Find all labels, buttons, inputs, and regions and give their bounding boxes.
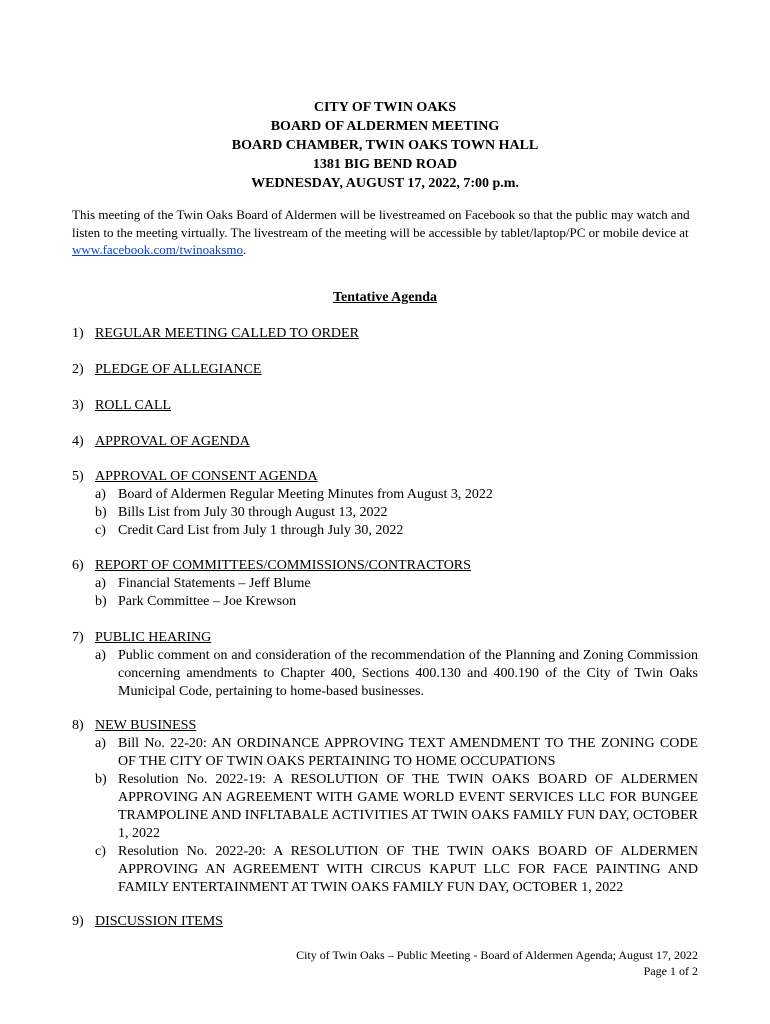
sub-item-list bbox=[95, 647, 698, 701]
sub-item bbox=[95, 593, 698, 611]
item-heading: APPROVAL OF AGENDA bbox=[95, 434, 250, 449]
sub-item-letter: a) bbox=[95, 648, 106, 663]
sub-item bbox=[95, 486, 698, 504]
sub-item-letter: a) bbox=[95, 576, 106, 591]
item-number: 2) bbox=[72, 362, 84, 377]
sub-item-text: Resolution No. 2022-20: A RESOLUTION OF THE TWIN OAKS BOARD OF ALDERMEN APPROVING AN AGREEMENT WITH CIRCUS KAPUT LLC FOR FACE PAINTING AND FAMILY ENTERTAINMENT AT TWIN OAKS FAMILY FUN DAY, OCTOBER 1, 2022 bbox=[118, 844, 698, 895]
sub-item-text: Board of Aldermen Regular Meeting Minutes from August 3, 2022 bbox=[118, 487, 493, 502]
sub-item-text: Credit Card List from July 1 through July 30, 2022 bbox=[118, 523, 404, 538]
item-number: 1) bbox=[72, 326, 84, 341]
sub-item bbox=[95, 575, 698, 593]
sub-item-letter: b) bbox=[95, 772, 107, 787]
sub-item-list bbox=[95, 486, 698, 540]
item-heading: DISCUSSION ITEMS bbox=[95, 914, 223, 929]
item-heading: NEW BUSINESS bbox=[95, 718, 197, 733]
sub-item-text: Financial Statements – Jeff Blume bbox=[118, 576, 311, 591]
livestream-notice bbox=[72, 206, 704, 259]
item-number: 5) bbox=[72, 469, 84, 484]
item-number: 7) bbox=[72, 630, 84, 645]
item-number: 9) bbox=[72, 914, 84, 929]
item-heading: REGULAR MEETING CALLED TO ORDER bbox=[95, 326, 359, 341]
document-header bbox=[0, 98, 770, 193]
sub-item-letter: c) bbox=[95, 844, 106, 859]
page-footer bbox=[296, 947, 698, 979]
item-heading: PUBLIC HEARING bbox=[95, 630, 212, 645]
livestream-text: This meeting of the Twin Oaks Board of Aldermen will be livestreamed on Facebook so that the public may watch and listen to the meeting virtually. The livestream of the meeting will be accessible by tablet/laptop/PC or mobile device at bbox=[72, 207, 690, 240]
header-address: 1381 BIG BEND ROAD bbox=[312, 157, 458, 172]
sub-item-letter: a) bbox=[95, 487, 106, 502]
sub-item-letter: b) bbox=[95, 594, 107, 609]
sub-item bbox=[95, 735, 698, 771]
sub-item-letter: a) bbox=[95, 736, 106, 751]
sub-item bbox=[95, 771, 698, 843]
facebook-link[interactable]: www.facebook.com/twinoaksmo bbox=[72, 242, 244, 257]
sub-item-text: Park Committee – Joe Krewson bbox=[118, 594, 297, 609]
item-number: 8) bbox=[72, 718, 84, 733]
sub-item-list bbox=[95, 575, 698, 611]
agenda-title: Tentative Agenda bbox=[332, 290, 438, 305]
item-number: 3) bbox=[72, 398, 84, 413]
item-number: 6) bbox=[72, 558, 84, 573]
sub-item bbox=[95, 522, 698, 540]
header-meeting: BOARD OF ALDERMEN MEETING bbox=[270, 119, 500, 134]
header-location: BOARD CHAMBER, TWIN OAKS TOWN HALL bbox=[231, 138, 539, 153]
item-heading: REPORT OF COMMITTEES/COMMISSIONS/CONTRACTORS bbox=[95, 558, 471, 573]
page-number: Page 1 of 2 bbox=[643, 964, 698, 978]
item-heading: ROLL CALL bbox=[95, 398, 172, 413]
item-heading: PLEDGE OF ALLEGIANCE bbox=[95, 362, 262, 377]
livestream-end: . bbox=[243, 242, 247, 257]
sub-item bbox=[95, 504, 698, 522]
footer-title: City of Twin Oaks – Public Meeting - Board of Aldermen Agenda; August 17, 2022 bbox=[296, 948, 698, 962]
item-heading: APPROVAL OF CONSENT AGENDA bbox=[95, 469, 318, 484]
sub-item-text: Public comment on and consideration of the recommendation of the Planning and Zoning Commission concerning amendments to Chapter 400, Sections 400.130 and 400.190 of the City of Twin Oaks Municipal Code, pertaining to home-based businesses. bbox=[118, 648, 698, 699]
sub-item-text: Bill No. 22-20: AN ORDINANCE APPROVING TEXT AMENDMENT TO THE ZONING CODE OF THE CITY OF TWIN OAKS PERTAINING TO HOME OCCUPATIONS bbox=[118, 736, 698, 769]
sub-item bbox=[95, 647, 698, 701]
header-date: WEDNESDAY, AUGUST 17, 2022, 7:00 p.m. bbox=[251, 176, 519, 191]
sub-item bbox=[95, 843, 698, 897]
sub-item-list bbox=[95, 735, 698, 897]
item-number: 4) bbox=[72, 434, 84, 449]
header-city: CITY OF TWIN OAKS bbox=[313, 100, 457, 115]
sub-item-text: Resolution No. 2022-19: A RESOLUTION OF THE TWIN OAKS BOARD OF ALDERMEN APPROVING AN AGREEMENT WITH GAME WORLD EVENT SERVICES LLC FOR BUNGEE TRAMPOLINE AND INFLTABALE ACTIVITIES AT TWIN OAKS FAMILY FUN DAY, OCTOBER 1, 2022 bbox=[118, 772, 698, 841]
sub-item-letter: c) bbox=[95, 523, 106, 538]
sub-item-text: Bills List from July 30 through August 13, 2022 bbox=[118, 505, 388, 520]
sub-item-letter: b) bbox=[95, 505, 107, 520]
